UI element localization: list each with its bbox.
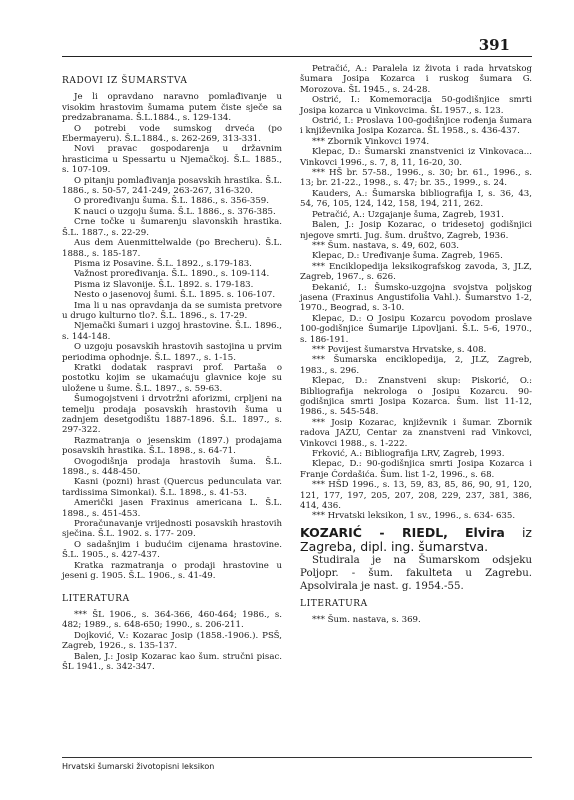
bibliography-entry: O proređivanju šuma. Š.L. 1886., s. 356-359. <box>74 196 269 207</box>
bibliography-entry: Aus dem Auenmittelwalde (po Brecheru). Š.L. 1888., s. 185-187. <box>62 238 282 259</box>
bibliography-entry: Je li opravdano naravno pomlađivanje u visokim hrastovim šumama putem čiste sječe sa predzabranama. Š.L.1884., s. 129-134. <box>62 92 282 124</box>
bibliography-entry: O pitanju pomlađivanja posavskih hrastika. Š.L. 1886., s. 50-57, 241-249, 263-267, 316-320. <box>62 175 282 197</box>
literature-list-continued <box>300 64 532 522</box>
headword-description: iz Zagreba, dipl. ing. šumarstva. <box>300 524 532 554</box>
bibliography-entry: *** Hrvatski leksikon, 1 sv., 1996., s. 634- 635. <box>312 511 516 522</box>
bibliography-entry: Klepac, D.: Šumarski znanstvenici iz Vinkovaca... Vinkovci 1996., s. 7, 8, 11, 16-20, 30. <box>300 147 532 168</box>
bibliography-entry: Pisma iz Posavine. Š.L. 1892., s.179-183. <box>74 258 252 269</box>
bibliography-entry: Kratka razmatranja o prodaji hrastovine u jeseni g. 1905. Š.L. 1906., s. 41-49. <box>62 560 282 582</box>
bibliography-entry: Petračić, A.: Paralela iz života i rada hrvatskog šumara Josipa Kozarca i ruskog šumara G. Morozova. ŠL 1945., s. 24-28. <box>300 64 532 95</box>
footer-text: Hrvatski šumarski životopisni leksikon <box>62 762 215 771</box>
bibliography-entry: Nesto o jasenovoj šumi. Š.L. 1895. s. 106-107. <box>74 290 276 301</box>
bibliography-entry: Ovogodišnja prodaja hrastovih šuma. Š.L. 1898., s. 448-450. <box>62 456 282 478</box>
bibliography-entry: Važnost proređivanja. Š.L. 1890., s. 109-114. <box>74 269 270 280</box>
headword-name: KOZARIĆ - RIEDL, <box>300 524 448 540</box>
bibliography-entry: Novi pravac gospodarenja u državnim hrasticima u Spessartu u Njemačkoj. Š.L. 1885., s. 107-109. <box>62 144 282 176</box>
right-column <box>300 64 532 626</box>
bibliography-entry: *** ŠL 1906., s. 364-366, 460-464; 1986., s. 482; 1989., s. 648-650; 1990., s. 206-211. <box>62 609 282 631</box>
bibliography-entry: *** HŠD 1996., s. 13, 59, 83, 85, 86, 90, 91, 120, 121, 177, 197, 205, 207, 208, 229, 237, 381, 386, 414, 436. <box>300 480 532 512</box>
literature-list <box>62 610 282 672</box>
bibliography-entry: Šumogojstveni i drvotržni aforizmi, crpljeni na temelju prodaja posavskih hrastovih šuma u zadnjem desetgodištu 1887-1896. Š.L. 1897., s. 297-322. <box>62 394 282 436</box>
headword-entry <box>300 526 532 554</box>
section-heading-literatura: LITERATURA <box>62 593 130 604</box>
section-heading-radovi: RADOVI IZ ŠUMARSTVA <box>62 76 188 86</box>
bibliography-entry: Klepac, D.: O Josipu Kozarcu povodom proslave 100-godišnjice Šumarije Lipovljani. Š.L. 5-6, 1970., s. 186-191. <box>300 313 532 345</box>
bibliography-entry: *** Šum. nastava, s. 369. <box>312 615 421 626</box>
bibliography-entry: K nauci o uzgoju šuma. Š.L. 1886., s. 376-385. <box>74 206 276 217</box>
bibliography-entry: *** HŠ br. 57-58., 1996., s. 30; br. 61., 1996., s. 13; br. 21-22., 1998., s. 47; br. 35., 1999., s. 24. <box>300 168 532 189</box>
bibliography-entry: Frković, A.: Bibliografija LRV, Zagreb, 1993. <box>312 449 505 460</box>
bibliography-entry: O uzgoju posavskih hrastovih sastojina u prvim periodima ophodnje. Š.L. 1897., s. 1-15. <box>62 342 282 363</box>
bibliography-entry: Kasni (pozni) hrast (Quercus pedunculata var. tardissima Simonkai). Š.L. 1898., s. 41-53. <box>62 477 282 498</box>
bibliography-entry: Klepac, D.: Uređivanje šuma. Zagreb, 1965. <box>312 251 503 262</box>
bibliography-entry: Klepac, D.: Znanstveni skup: Piskorić, O.: Bibliografija nekrologa o Josipu Kozarcu. 90-godišnjica smrti Josipa Kozarca. Šum. list 11-12, 1986., s. 545-548. <box>300 376 532 418</box>
footer-rule <box>62 757 532 758</box>
biography-text: Studirala je na Šumarskom odsjeku Poljopr. - šum. fakulteta u Zagrebu. Apsolvirala je nast. g. 1954.-55. <box>300 554 532 592</box>
page-number: 391 <box>478 36 510 54</box>
bibliography-entry: Đekanić, I.: Šumsko-uzgojna svojstva poljskog jasena (Fraxinus Angustifolia Vahl.). Šumarstvo 1-2, 1970., Beograd, s. 3-10. <box>300 282 532 314</box>
top-rule <box>62 56 532 57</box>
bibliography-entry: Ostrić, I.: Proslava 100-godišnjice rođenja šumara i književnika Josipa Kozarca. ŠL 1958., s. 436-437. <box>300 116 532 137</box>
bibliography-entry: *** Enciklopedija leksikografskog zavoda, 3, JLZ, Zagreb, 1967., s. 626. <box>300 261 532 283</box>
bibliography-entry: Pisma iz Slavonije. Š.L. 1892. s. 179-183. <box>74 279 254 290</box>
bibliography-entry: Njemački šumari i uzgoj hrastovine. Š.L. 1896., s. 144-148. <box>62 321 282 342</box>
bibliography-entry: *** Josip Kozarac, književnik i šumar. Zbornik radova JAZU, Centar za znanstveni rad Vinkovci, Vinkovci 1988., s. 1-222. <box>300 417 532 449</box>
works-list <box>62 92 282 581</box>
bibliography-entry: Američki jasen Fraxinus americana L. Š.L. 1898., s. 451-453. <box>62 498 282 519</box>
bibliography-entry: Dojković, V.: Kozarac Josip (1858.-1906.). PSŠ, Zagreb, 1926., s. 135-137. <box>62 630 282 652</box>
literature-list-2 <box>300 615 532 625</box>
bibliography-entry: Klepac, D.: 90-godišnjica smrti Josipa Kozarca i Franje Ćordašića. Šum. list 1-2, 1996., s. 68. <box>300 459 532 480</box>
bibliography-entry: Ima li u nas opravdanja da se sumista pretvore u drugo kulturno tlo?. Š.L. 1896., s. 17-29. <box>62 300 282 321</box>
bibliography-entry: Crne točke u šumarenju slavonskih hrastika. Š.L. 1887., s. 22-29. <box>62 217 282 238</box>
bibliography-entry: Ostrić, I.: Komemoracija 50-godišnjice smrti Josipa kozarca u Vinkovcima. ŠL 1957., s. 123. <box>300 95 532 116</box>
bibliography-entry: *** Zbornik Vinkovci 1974. <box>312 136 430 147</box>
bibliography-entry: O sadašnjim i budućim cijenama hrastovine. Š.L. 1905., s. 427-437. <box>62 539 282 561</box>
headword-first-name: Elvira <box>465 524 505 540</box>
left-column <box>62 64 282 672</box>
bibliography-entry: O potrebi vode sumskog drveća (po Ebermayeru). Š.L.1884., s. 262-269, 313-331. <box>62 123 282 145</box>
bibliography-entry: *** Šum. nastava, s. 49, 602, 603. <box>312 240 460 251</box>
section-heading-literatura-2: LITERATURA <box>300 598 368 609</box>
bibliography-entry: *** Povijest šumarstva Hrvatske, s. 408. <box>312 344 487 355</box>
bibliography-entry: Kauders, A.: Šumarska bibliografija I, s. 36, 43, 54, 76, 105, 124, 142, 158, 194, 211, 262. <box>300 188 532 210</box>
bibliography-entry: *** Šumarska enciklopedija, 2, JLZ, Zagreb, 1983., s. 296. <box>300 355 532 376</box>
bibliography-entry: Balen, J.: Josip Kozarac kao šum. stručni pisac. ŠL 1941., s. 342-347. <box>62 651 282 672</box>
bibliography-entry: Proračunavanje vrijednosti posavskih hrastovih sječina. Š.L. 1902. s. 177- 209. <box>62 519 282 540</box>
bibliography-entry: Balen, J.: Josip Kozarac, o tridesetoj godišnjici njegove smrti. Jug. šum. društvo, Zagreb, 1936. <box>300 220 532 241</box>
bibliography-entry: Razmatranja o jesenskim (1897.) prodajama posavskih hrastika. Š.L. 1898., s. 64-71. <box>62 435 282 457</box>
bibliography-entry: Petračić, A.: Uzgajanje šuma, Zagreb, 1931. <box>312 209 504 220</box>
bibliography-entry: Kratki dodatak raspravi prof. Partaša o postotku kojim se ukamaćuju glavnice koje su uložene u šume. Š.L. 1897., s. 59-63. <box>62 362 282 394</box>
